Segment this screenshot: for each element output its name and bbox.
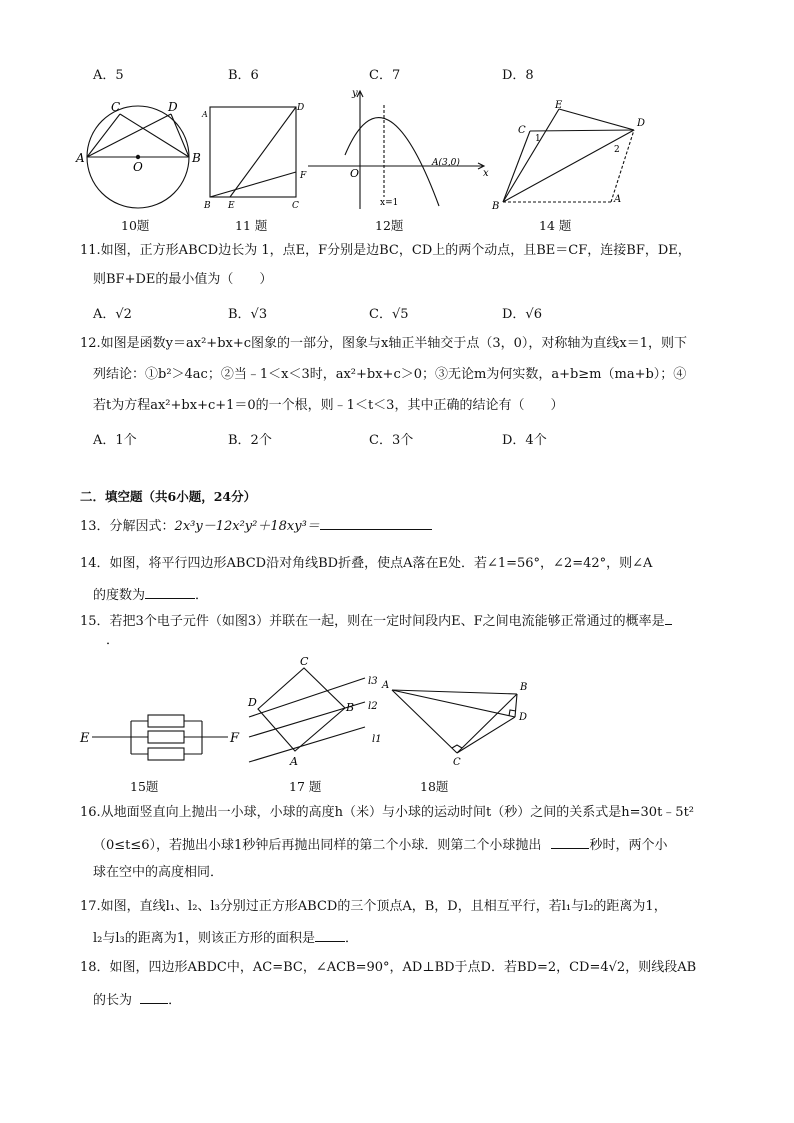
figure-15-circuit [92,715,228,760]
q12-option-a: A．1个 [93,433,137,448]
q11-option-c: C．√5 [369,307,409,322]
figures-row-1 [0,85,794,215]
q18-answer-blank[interactable] [140,991,168,1004]
q14-line-1: 14．如图，将平行四边形ABCD沿对角线BD折叠，使点A落在E处．若∠1=56°，∠2=42°，则∠A [80,556,653,571]
fig11-label-a: A [202,110,208,119]
q10-option-b: B．6 [228,68,259,83]
figure-14-parallelogram [503,109,634,202]
fig14-label-2: 2 [614,145,620,155]
fig11-label-e: E [228,201,235,211]
fig14-label-e: E [555,100,563,111]
q16-line-2 [93,836,667,854]
q15-answer-blank[interactable] [665,612,672,625]
fig18-label-d: D [519,712,528,723]
fig15-label-f: F [230,731,240,746]
fig10-label-b: B [192,151,201,165]
q15-line-2: ． [106,633,120,648]
fig14-label-c: C [518,125,526,136]
figure-17-square-lines [249,668,365,762]
figure-18-quadrilateral [392,690,517,753]
caption-fig-15: 15题 [130,779,159,794]
fig12-label-x: x [483,168,489,179]
fig12-label-axis: x=1 [380,198,399,208]
fig17-label-c: C [300,655,309,668]
fig10-label-o: O [133,160,143,174]
fig11-label-c: C [292,201,299,211]
fig17-label-l2: l2 [368,701,378,712]
q16-line-3: 球在空中的高度相同． [93,865,224,880]
q16-line-2-text: （0≤t≤6），若抛出小球1秒钟后再抛出同样的第二个小球．则第二个小球抛出 [93,838,542,853]
q15-line-1 [80,612,672,630]
fig18-label-a: A [382,680,390,691]
fig14-label-1: 1 [535,134,541,144]
q14-line-2-text: 的度数为 [93,588,146,603]
q10-option-d: D．8 [502,68,534,83]
q11-option-d: D．√6 [502,307,542,322]
q17-answer-blank[interactable] [315,929,345,942]
fig10-label-d: D [168,100,178,114]
q17-line-2-text: l₂与l₃的距离为1，则该正方形的面积是 [93,931,316,946]
q13-expression: 2x³y－12x²y²＋18xy³＝ [174,519,320,534]
q18-line-1: 18．如图，四边形ABDC中，AC=BC，∠ACB=90°，AD⊥BD于点D．若BD=2，CD=4√2，则线段AB [80,960,697,975]
fig17-label-l3: l3 [368,676,378,687]
q17-line-2 [93,929,358,947]
q16-line-2-end: 秒时，两个小 [589,838,668,853]
q10-option-a: A．5 [93,68,124,83]
q18-line-2-text: 的长为 [93,993,133,1008]
caption-fig-11: 11 题 [235,218,268,233]
q14-line-2 [93,586,208,604]
fig15-label-e: E [80,731,90,746]
caption-fig-10: 10题 [121,218,150,233]
fig18-label-c: C [453,757,461,768]
q16-line-1: 16.从地面竖直向上抛出一小球，小球的高度h（米）与小球的运动时间t（秒）之间的关系式是h=30t﹣5t² [80,805,695,820]
q11-option-a: A．√2 [93,307,132,322]
q12-option-c: C．3个 [369,433,414,448]
figure-12-parabola [308,91,484,209]
q12-option-d: D．4个 [502,433,547,448]
q12-line-1: 12.如图是函数y＝ax²+bx+c图象的一部分，图象与x轴正半轴交于点（3，0），对称轴为直线x＝1，则下 [80,336,688,351]
fig12-label-y: y [352,88,358,99]
fig11-label-f: F [300,171,307,181]
fig12-label-o: O [350,167,360,180]
q18-line-2 [93,991,181,1009]
fig14-label-a: A [614,194,622,205]
fig17-label-l1: l1 [372,734,382,745]
fig18-label-b: B [520,682,528,693]
q17-line-1: 17.如图，直线l₁、l₂、l₃分别过正方形ABCD的三个顶点A，B，D，且相互平行，若l₁与l₂的距离为1， [80,899,667,914]
fig11-label-b: B [204,201,211,211]
q14-answer-blank[interactable] [145,586,195,599]
fig11-label-d: D [297,103,305,113]
q10-option-c: C．7 [369,68,401,83]
fig10-label-a: A [76,151,85,165]
fig17-label-d: D [248,696,257,709]
fig14-label-b: B [492,201,500,212]
figure-11-square [210,107,296,197]
q18-line-2-end: ． [168,993,182,1008]
section-2-heading: 二．填空题（共6小题，24分） [80,489,257,504]
q13-line [80,517,432,535]
q11-line-1: 11.如图，正方形ABCD边长为 1，点E，F分别是边BC，CD上的两个动点，且BE＝CF，连接BF，DE， [80,243,691,258]
fig10-label-c: C [111,100,121,114]
q17-line-2-end: ． [345,931,359,946]
caption-fig-14: 14 题 [539,218,572,233]
caption-fig-18: 18题 [420,779,449,794]
q11-option-b: B．√3 [228,307,268,322]
fig14-label-d: D [637,118,646,129]
figures-row-2 [0,650,794,778]
fig17-label-a: A [290,755,298,768]
q12-option-b: B．2个 [228,433,272,448]
caption-fig-17: 17 题 [289,779,322,794]
caption-fig-12: 12题 [375,218,404,233]
q15-line-1-text: 15．若把3个电子元件（如图3）并联在一起，则在一定时间段内E、F之间电流能够正常通过的概率是 [80,614,665,629]
q14-line-2-end: ． [195,588,209,603]
fig17-label-b: B [346,701,355,714]
q11-line-2: 则BF+DE的最小值为（ ） [93,272,273,287]
q12-line-3: 若t为方程ax²+bx+c+1＝0的一个根，则﹣1＜t＜3，其中正确的结论有（ ） [93,398,564,413]
q16-answer-blank[interactable] [551,836,589,849]
q13-answer-blank[interactable] [320,517,432,530]
fig12-label-a: A(3,0) [432,158,460,168]
q13-prefix: 13．分解因式： [80,519,175,534]
q12-line-2: 列结论：①b²＞4ac；②当﹣1＜x＜3时，ax²+bx+c＞0；③无论m为何实数，a+b≥m（ma+b）；④ [93,367,687,382]
